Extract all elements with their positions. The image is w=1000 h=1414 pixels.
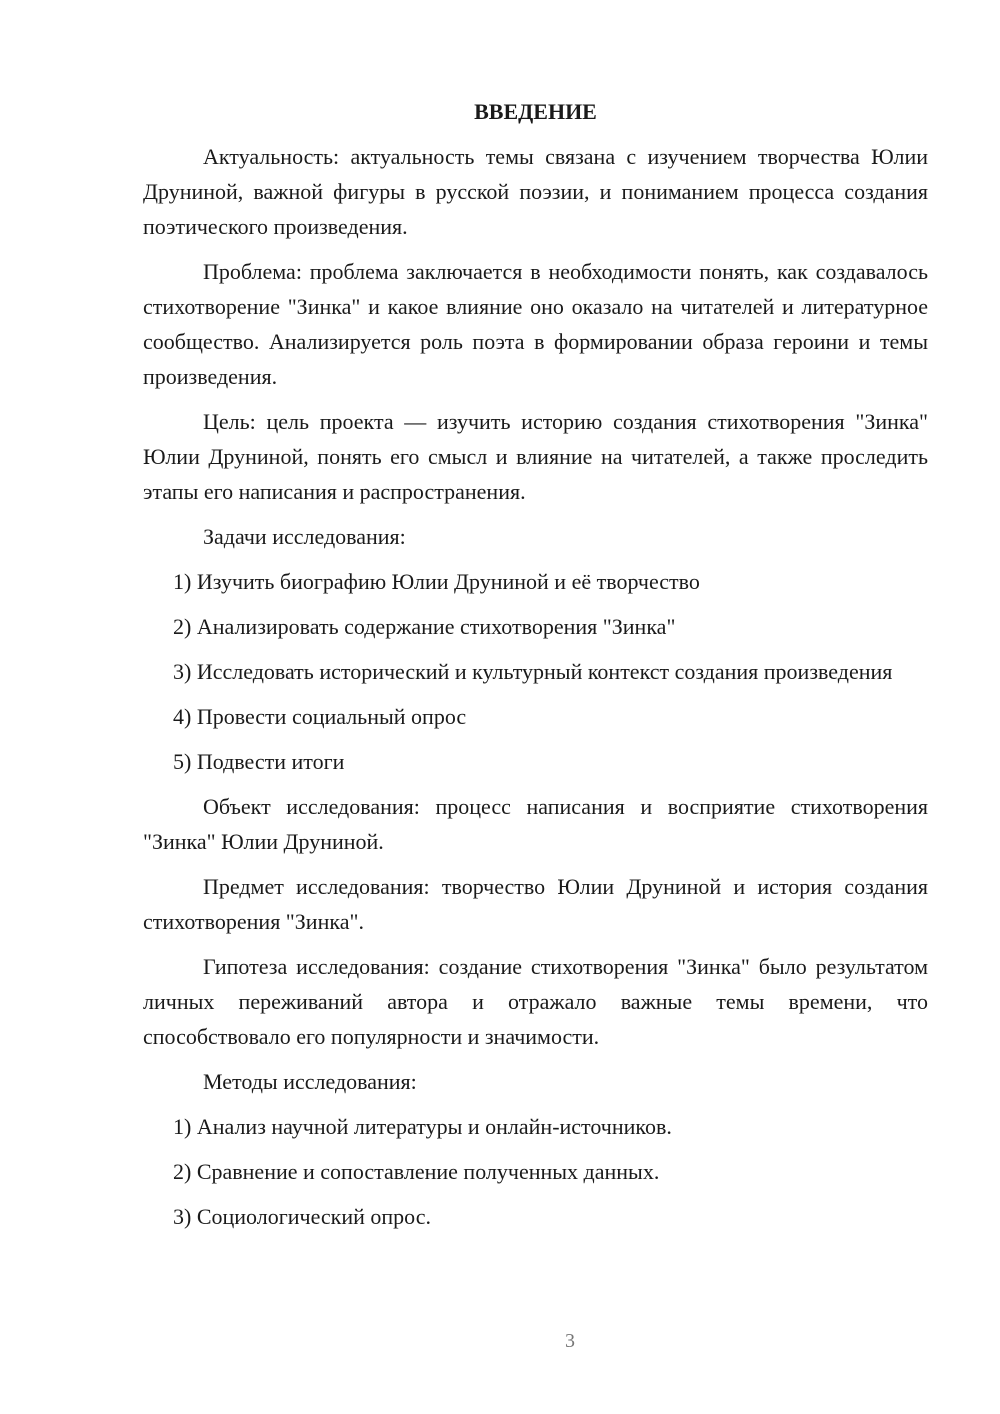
document-page: [143, 94, 928, 1244]
subject-paragraph: Предмет исследования: творчество Юлии Друниной и история создания стихотворения "Зинка".: [143, 874, 928, 934]
section-title: ВВЕДЕНИЕ: [474, 99, 597, 124]
method-item: 2) Сравнение и сопоставление полученных данных.: [173, 1159, 660, 1184]
task-item: 1) Изучить биографию Юлии Друниной и её творчество: [173, 569, 700, 594]
problem-paragraph: Проблема: проблема заключается в необходимости понять, как создавалось стихотворение "Зинка" и какое влияние оно оказало на читателей и литературное сообщество. Анализируется роль поэта в формировании образа героини и темы произведения.: [143, 259, 928, 389]
methods-heading: Методы исследования:: [203, 1069, 417, 1094]
tasks-heading: Задачи исследования:: [203, 524, 406, 549]
page-number: 3: [565, 1330, 575, 1352]
task-item: 4) Провести социальный опрос: [173, 704, 467, 729]
hypothesis-paragraph: Гипотеза исследования: создание стихотворения "Зинка" было результатом личных переживаний автора и отражало важные темы времени, что способствовало его популярности и значимости.: [143, 954, 928, 1049]
task-item: 5) Подвести итоги: [173, 749, 345, 774]
method-item: 1) Анализ научной литературы и онлайн-источников.: [173, 1114, 672, 1139]
task-item: 2) Анализировать содержание стихотворения "Зинка": [173, 614, 676, 639]
goal-paragraph: Цель: цель проекта — изучить историю создания стихотворения "Зинка" Юлии Друниной, понять его смысл и влияние на читателей, а также проследить этапы его написания и распространения.: [143, 409, 928, 504]
object-paragraph: Объект исследования: процесс написания и восприятие стихотворения "Зинка" Юлии Друниной.: [143, 794, 928, 854]
method-item: 3) Социологический опрос.: [173, 1204, 431, 1229]
task-item: 3) Исследовать исторический и культурный контекст создания произведения: [173, 659, 893, 684]
relevance-paragraph: Актуальность: актуальность темы связана с изучением творчества Юлии Друниной, важной фигуры в русской поэзии, и пониманием процесса создания поэтического произведения.: [143, 144, 928, 239]
